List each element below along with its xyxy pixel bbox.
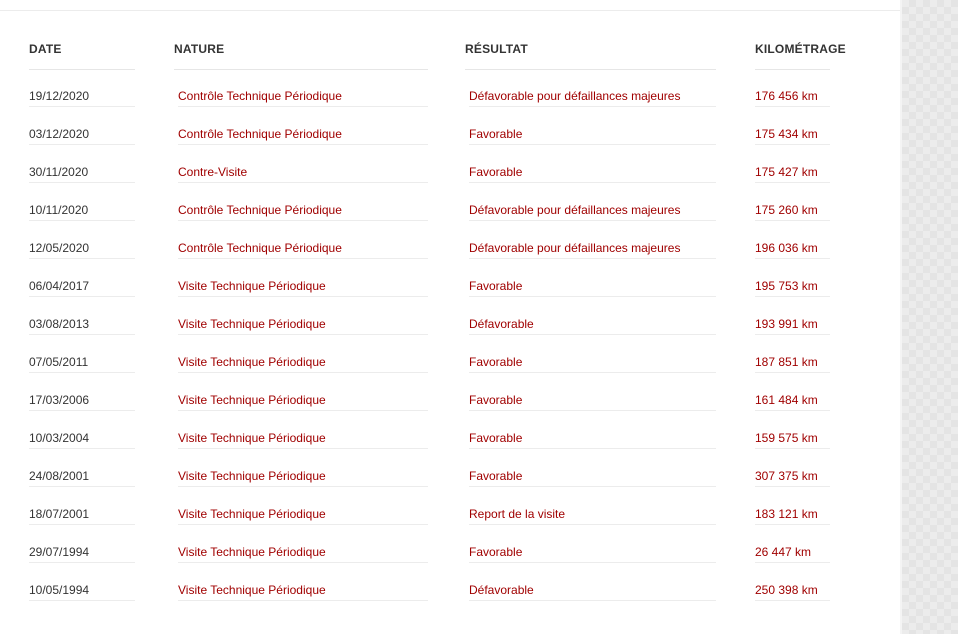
table-row	[0, 411, 900, 449]
row-nature-link[interactable]: Contrôle Technique Périodique	[178, 241, 342, 255]
row-result-link[interactable]: Favorable	[469, 355, 523, 369]
row-divider	[755, 600, 830, 601]
row-mileage-link[interactable]: 175 427 km	[755, 165, 818, 179]
row-result-link[interactable]: Report de la visite	[469, 507, 566, 521]
row-nature-link[interactable]: Visite Technique Périodique	[178, 355, 326, 369]
row-nature-link[interactable]: Visite Technique Périodique	[178, 279, 326, 293]
table-row	[0, 449, 900, 487]
row-date: 24/08/2001	[29, 469, 90, 483]
row-date: 29/07/1994	[29, 545, 90, 559]
table-row	[0, 183, 900, 221]
row-mileage-link[interactable]: 307 375 km	[755, 469, 818, 483]
row-date: 18/07/2001	[29, 507, 90, 521]
row-nature-link[interactable]: Visite Technique Périodique	[178, 545, 326, 559]
row-result-link[interactable]: Défavorable pour défaillances majeures	[469, 203, 681, 217]
header-mileage: KILOMÉTRAGE	[755, 42, 846, 56]
row-result-link[interactable]: Favorable	[469, 127, 523, 141]
row-nature-link[interactable]: Visite Technique Périodique	[178, 583, 326, 597]
row-mileage-link[interactable]: 250 398 km	[755, 583, 818, 597]
row-date: 03/08/2013	[29, 317, 90, 331]
row-divider	[29, 600, 135, 601]
row-date: 17/03/2006	[29, 393, 90, 407]
row-date: 12/05/2020	[29, 241, 90, 255]
row-date: 03/12/2020	[29, 127, 90, 141]
row-divider	[178, 600, 428, 601]
row-nature-link[interactable]: Visite Technique Périodique	[178, 393, 326, 407]
row-result-link[interactable]: Favorable	[469, 393, 523, 407]
table-row	[0, 335, 900, 373]
row-result-link[interactable]: Défavorable pour défaillances majeures	[469, 241, 681, 255]
row-nature-link[interactable]: Visite Technique Périodique	[178, 469, 326, 483]
page-background	[902, 0, 958, 634]
row-mileage-link[interactable]: 161 484 km	[755, 393, 818, 407]
row-date: 06/04/2017	[29, 279, 90, 293]
row-mileage-link[interactable]: 196 036 km	[755, 241, 818, 255]
table-row	[0, 373, 900, 411]
table-row	[0, 145, 900, 183]
row-result-link[interactable]: Défavorable pour défaillances majeures	[469, 89, 681, 103]
table-body	[0, 69, 900, 601]
table-row	[0, 69, 900, 107]
row-mileage-link[interactable]: 183 121 km	[755, 507, 818, 521]
row-nature-link[interactable]: Visite Technique Périodique	[178, 317, 326, 331]
row-mileage-link[interactable]: 187 851 km	[755, 355, 818, 369]
row-mileage-link[interactable]: 175 260 km	[755, 203, 818, 217]
row-mileage-link[interactable]: 195 753 km	[755, 279, 818, 293]
row-result-link[interactable]: Favorable	[469, 469, 523, 483]
row-nature-link[interactable]: Contre-Visite	[178, 165, 248, 179]
row-result-link[interactable]: Favorable	[469, 279, 523, 293]
row-date: 30/11/2020	[29, 165, 89, 179]
row-date: 10/03/2004	[29, 431, 90, 445]
table-row	[0, 563, 900, 601]
row-nature-link[interactable]: Visite Technique Périodique	[178, 431, 326, 445]
header-result: RÉSULTAT	[465, 42, 528, 56]
panel-top-divider	[0, 10, 900, 11]
row-nature-link[interactable]: Contrôle Technique Périodique	[178, 203, 342, 217]
row-mileage-link[interactable]: 193 991 km	[755, 317, 818, 331]
row-date: 10/05/1994	[29, 583, 90, 597]
panel-edge	[900, 0, 902, 634]
row-mileage-link[interactable]: 159 575 km	[755, 431, 818, 445]
row-nature-link[interactable]: Contrôle Technique Périodique	[178, 127, 342, 141]
row-mileage-link[interactable]: 175 434 km	[755, 127, 818, 141]
table-row	[0, 525, 900, 563]
row-mileage-link[interactable]: 26 447 km	[755, 545, 812, 559]
table-row	[0, 297, 900, 335]
row-result-link[interactable]: Favorable	[469, 431, 523, 445]
row-date: 07/05/2011	[29, 355, 89, 369]
row-result-link[interactable]: Favorable	[469, 165, 523, 179]
row-nature-link[interactable]: Visite Technique Périodique	[178, 507, 326, 521]
table-row	[0, 259, 900, 297]
table-header	[0, 42, 900, 56]
table-row	[0, 107, 900, 145]
row-nature-link[interactable]: Contrôle Technique Périodique	[178, 89, 342, 103]
row-mileage-link[interactable]: 176 456 km	[755, 89, 818, 103]
row-result-link[interactable]: Favorable	[469, 545, 523, 559]
row-date: 10/11/2020	[29, 203, 89, 217]
header-nature: NATURE	[174, 42, 225, 56]
row-divider	[469, 600, 716, 601]
header-date: DATE	[29, 42, 62, 56]
row-date: 19/12/2020	[29, 89, 90, 103]
row-result-link[interactable]: Défavorable	[469, 317, 534, 331]
row-result-link[interactable]: Défavorable	[469, 583, 534, 597]
table-row	[0, 221, 900, 259]
table-row	[0, 487, 900, 525]
